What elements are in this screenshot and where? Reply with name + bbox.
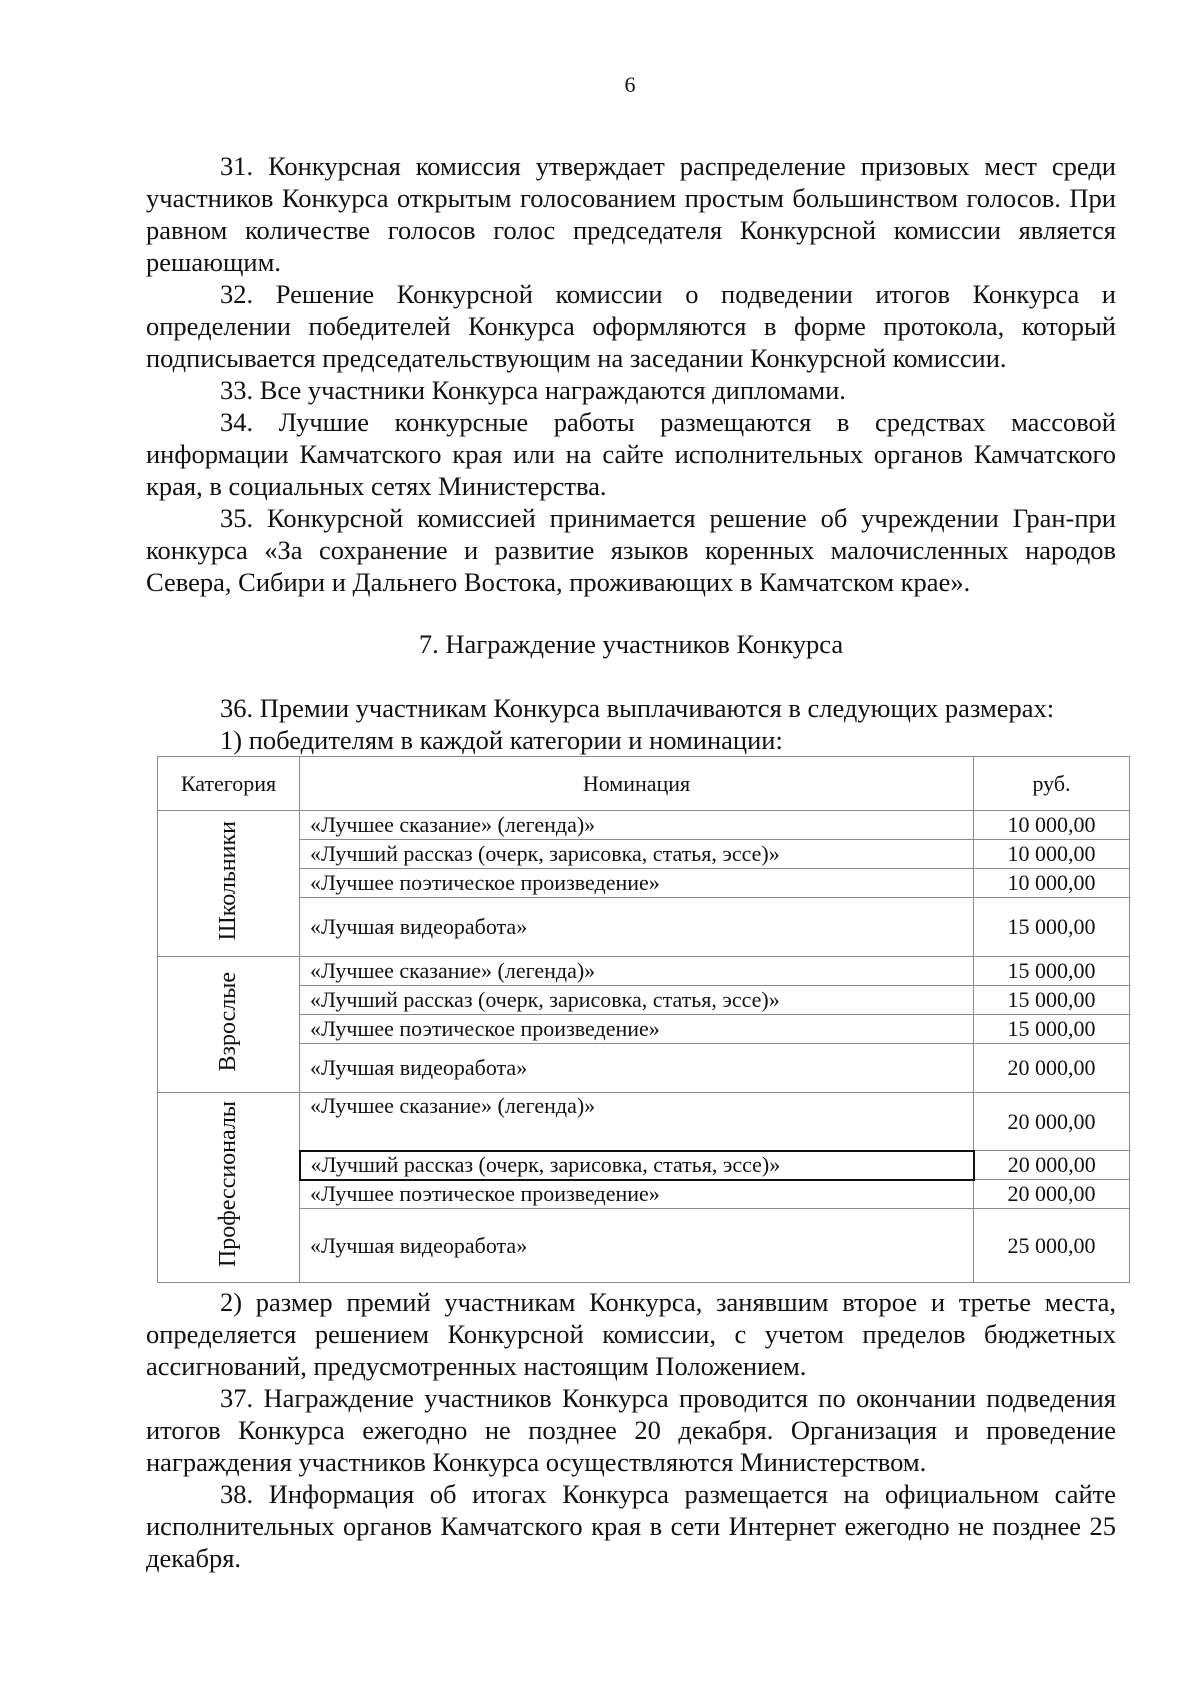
section-title: 7. Награждение участников Конкурса <box>418 629 844 659</box>
paragraphs-top <box>146 150 1116 598</box>
table-row <box>158 1209 1130 1283</box>
category-cell-schoolchildren <box>158 811 300 957</box>
category-label: Школьники <box>215 820 241 941</box>
nomination-cell: «Лучшее поэтическое произведение» <box>300 1180 974 1209</box>
amount-cell: 15 000,00 <box>974 957 1130 986</box>
amount-cell: 20 000,00 <box>974 1151 1130 1180</box>
table-row <box>158 811 1130 840</box>
paragraph-34: 34. Лучшие конкурсные работы размещаются в средствах массовой информации Камчатского края или на сайте исполнительных органов Камчатского края, в социальных сетях Министерства. <box>146 407 1116 501</box>
table-row <box>158 1015 1130 1044</box>
amount-cell: 15 000,00 <box>974 986 1130 1015</box>
paragraph-32: 32. Решение Конкурсной комиссии о подведении итогов Конкурса и определении победителей Конкурса оформляются в форме протокола, который подписывается председательствующим на заседании Конкурсной комиссии. <box>146 279 1116 373</box>
nomination-cell: «Лучшее сказание» (легенда)» <box>300 1093 974 1151</box>
header-nomination: Номинация <box>300 757 974 811</box>
table-row <box>158 1093 1130 1151</box>
category-label: Профессионалы <box>214 1101 241 1268</box>
table-row <box>158 986 1130 1015</box>
paragraph-36-item-2: 2) размер премий участникам Конкурса, занявшим второе и третье места, определяется решением Конкурсной комиссии, с учетом пределов бюджетных ассигнований, предусмотренных настоящим Положением. <box>146 1287 1116 1381</box>
nomination-cell: «Лучший рассказ (очерк, зарисовка, статья, эссе)» <box>300 840 974 869</box>
category-label: Взрослые <box>215 971 241 1072</box>
nomination-cell: «Лучший рассказ (очерк, зарисовка, статья, эссе)» <box>300 986 974 1015</box>
header-amount: руб. <box>974 757 1130 811</box>
table-row <box>158 869 1130 898</box>
paragraph-35: 35. Конкурсной комиссией принимается решение об учреждении Гран-при конкурса «За сохранение и развитие языков коренных малочисленных народов Севера, Сибири и Дальнего Востока, проживающих в Камчатском крае». <box>146 503 1116 597</box>
nomination-cell: «Лучший рассказ (очерк, зарисовка, статья, эссе)» <box>300 1151 974 1180</box>
paragraph-38: 38. Информация об итогах Конкурса размещается на официальном сайте исполнительных органов Камчатского края в сети Интернет ежегодно не позднее 25 декабря. <box>146 1479 1116 1573</box>
paragraph-31: 31. Конкурсная комиссия утверждает распределение призовых мест среди участников Конкурса открытым голосованием простым большинством голосов. При равном количестве голосов голос председателя Конкурсной комиссии является решающим. <box>146 151 1116 277</box>
amount-cell: 10 000,00 <box>974 869 1130 898</box>
amount-cell: 25 000,00 <box>974 1209 1130 1283</box>
amount-cell: 20 000,00 <box>974 1093 1130 1151</box>
amount-cell: 15 000,00 <box>974 1015 1130 1044</box>
header-category: Категория <box>158 757 300 811</box>
table-row <box>158 1180 1130 1209</box>
award-table <box>157 756 1130 1283</box>
paragraphs-mid <box>146 692 1116 756</box>
amount-cell: 10 000,00 <box>974 840 1130 869</box>
table-header-row <box>158 757 1130 811</box>
paragraph-36: 36. Премии участникам Конкурса выплачиваются в следующих размерах: <box>220 693 1055 723</box>
table-row <box>158 1044 1130 1093</box>
paragraph-33: 33. Все участники Конкурса награждаются дипломами. <box>220 375 846 405</box>
amount-cell: 10 000,00 <box>974 811 1130 840</box>
table-row <box>158 840 1130 869</box>
amount-cell: 20 000,00 <box>974 1044 1130 1093</box>
category-cell-professionals <box>158 1093 300 1283</box>
category-cell-adults <box>158 957 300 1093</box>
nomination-cell: «Лучшее сказание» (легенда)» <box>300 811 974 840</box>
nomination-cell: «Лучшая видеоработа» <box>300 1044 974 1093</box>
paragraphs-bottom <box>146 1286 1116 1574</box>
nomination-cell: «Лучшая видеоработа» <box>300 1209 974 1283</box>
table-row <box>158 957 1130 986</box>
amount-cell: 20 000,00 <box>974 1180 1130 1209</box>
paragraph-36-item-1: 1) победителям в каждой категории и номинации: <box>220 725 783 755</box>
table-row <box>158 1151 1130 1180</box>
paragraph-37: 37. Награждение участников Конкурса проводится по окончании подведения итогов Конкурса ежегодно не позднее 20 декабря. Организация и проведение награждения участников Конкурса осуществляются Министерством. <box>146 1383 1116 1477</box>
nomination-cell: «Лучшее поэтическое произведение» <box>300 1015 974 1044</box>
nomination-cell: «Лучшее поэтическое произведение» <box>300 869 974 898</box>
table-row <box>158 898 1130 957</box>
amount-cell: 15 000,00 <box>974 898 1130 957</box>
nomination-cell: «Лучшее сказание» (легенда)» <box>300 957 974 986</box>
page-number: 6 <box>624 72 636 97</box>
nomination-cell: «Лучшая видеоработа» <box>300 898 974 957</box>
